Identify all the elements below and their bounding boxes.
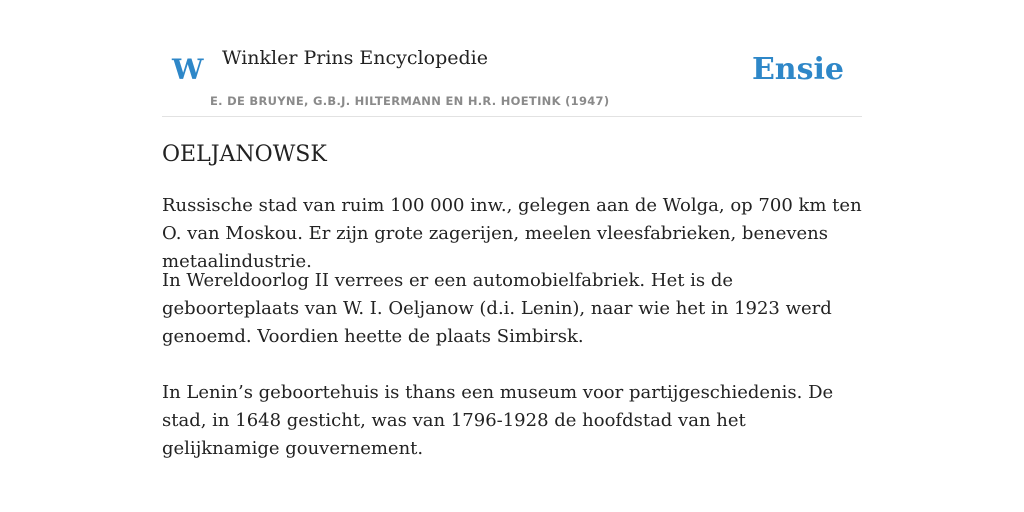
page <box>162 0 862 512</box>
article-paragraph-2: In Wereldoorlog II verrees er een automobielfabriek. Het is de geboorteplaats van W. I. Oeljanow (d.i. Lenin), naar wie het in 1923 werd genoemd. Voordien heette de plaats Simbirsk. <box>162 270 832 347</box>
source-authors: E. DE BRUYNE, G.B.J. HILTERMANN EN H.R. HOETINK (1947) <box>210 94 610 108</box>
source-logo[interactable]: W <box>172 53 204 86</box>
ensie-logo-link[interactable]: Ensie <box>751 52 844 87</box>
source-header <box>162 0 862 117</box>
article-title: OELJANOWSK <box>162 142 327 167</box>
source-title-link[interactable]: Winkler Prins Encyclopedie <box>222 47 488 69</box>
article-paragraph-3: In Lenin’s geboortehuis is thans een museum voor partijgeschiedenis. De stad, in 1648 gesticht, was van 1796-1928 de hoofdstad van het gelijknamige gouvernement. <box>162 382 834 459</box>
article-paragraph-1: Russische stad van ruim 100 000 inw., gelegen aan de Wolga, op 700 km ten O. van Moskou. Er zijn grote zagerijen, meelen vleesfabrieken, benevens metaalindustrie. <box>162 195 862 272</box>
